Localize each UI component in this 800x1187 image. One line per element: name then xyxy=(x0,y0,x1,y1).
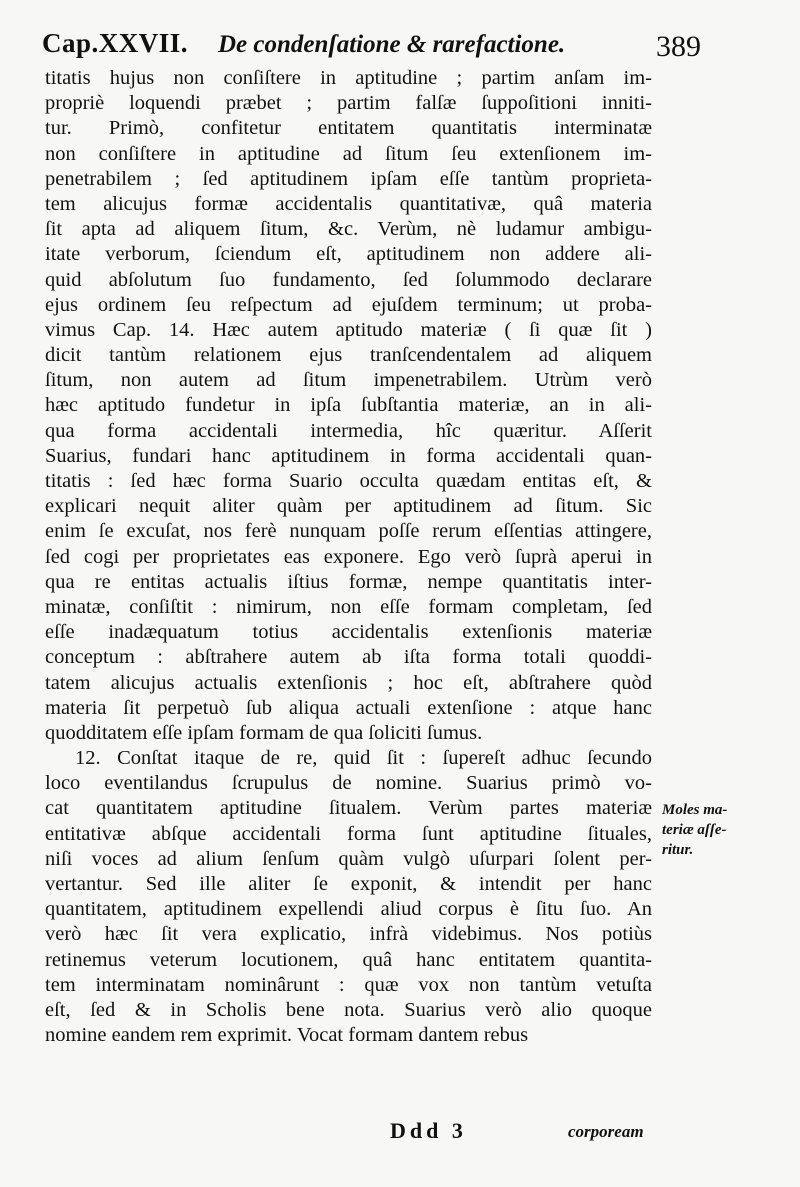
text-line: materia ſit perpetuò ſub aliqua actuali extenſione : atque hanc xyxy=(45,696,652,719)
text-line: minatæ, conſiſtit : nimirum, non eſſe formam completam, ſed xyxy=(45,595,652,618)
text-line: ſit apta ad aliquem ſitum, &c. Verùm, nè ludamur ambigu- xyxy=(45,218,652,241)
text-line: tur. Primò, confitetur entitatem quantitatis interminatæ xyxy=(45,117,652,140)
text-line: tem alicujus formæ accidentalis quantitativæ, quâ materia xyxy=(45,192,652,215)
body-text xyxy=(45,66,652,1048)
text-line: verò hæc ſit vera explicatio, infrà videbimus. Nos potiùs xyxy=(45,923,652,946)
margin-note xyxy=(662,800,758,860)
text-line: enim ſe excuſat, nos ferè nunquam poſſe rerum eſſentias attingere, xyxy=(45,520,652,543)
running-title: De condenſatione & rarefactione. xyxy=(218,31,566,58)
text-line: Suarius, fundari hanc aptitudinem in forma accidentali quan- xyxy=(45,444,652,467)
page-number: 389 xyxy=(656,30,701,63)
text-line: ejus ordinem ſeu reſpectum ad ejuſdem terminum; ut proba- xyxy=(45,293,652,316)
text-line: nomine eandem rem exprimit. Vocat formam dantem rebus xyxy=(45,1024,529,1047)
text-line: penetrabilem ; ſed aptitudinem ipſam eſſe tantùm proprieta- xyxy=(45,167,652,190)
text-line: non conſiſtere in aptitudine ad ſitum ſeu extenſionem im- xyxy=(45,142,652,165)
catchword: corpoream xyxy=(568,1122,644,1141)
text-line: cat quantitatem aptitudine ſitualem. Verùm partes materiæ xyxy=(45,797,652,820)
text-line: titatis hujus non conſiſtere in aptitudine ; partim anſam im- xyxy=(45,67,652,89)
text-line: quantitatem, aptitudinem expellendi aliud corpus è ſitu ſuo. An xyxy=(45,898,652,921)
chapter-heading: Cap.XXVII. xyxy=(42,28,189,58)
text-line: qua re entitas actualis iſtius formæ, nempe quantitatis inter- xyxy=(45,570,652,593)
text-line: loco eventilandus ſcrupulus de nomine. Suarius primò vo- xyxy=(45,772,652,795)
text-line: vimus Cap. 14. Hæc autem aptitudo materiæ ( ſi quæ ſit ) xyxy=(45,318,652,341)
text-line: tatem alicujus actualis extenſionis ; hoc eſt, abſtrahere quòd xyxy=(45,671,652,694)
text-line: niſi voces ad alium ſenſum quàm vulgò uſurpari ſolent per- xyxy=(45,847,652,870)
text-line: propriè loquendi præbet ; partim falſæ ſuppoſitioni inniti- xyxy=(45,92,652,115)
text-line: itate verborum, ſciendum eſt, aptitudinem non addere ali- xyxy=(45,243,652,266)
margin-note-line: teriæ aſſe- xyxy=(662,822,727,838)
text-line: 12. Conſtat itaque de re, quid ſit : ſupereſt adhuc ſecundo xyxy=(75,747,652,770)
running-header xyxy=(42,26,742,66)
text-line: quid abſolutum ſuo fundamento, ſed ſolummodo declarare xyxy=(45,268,652,291)
text-line: qua forma accidentali intermedia, hîc quæritur. Aſſerit xyxy=(45,419,652,442)
text-line: vertantur. Sed ille aliter ſe exponit, & intendit per hanc xyxy=(45,873,652,895)
signature-mark: Ddd 3 xyxy=(390,1118,467,1143)
text-line: dicit tantùm relationem ejus tranſcendentalem ad aliquem xyxy=(45,344,652,367)
text-line: conceptum : abſtrahere autem ab iſta forma totali quoddi- xyxy=(45,646,652,669)
text-line: eſt, ſed & in Scholis bene nota. Suarius verò alio quoque xyxy=(45,998,652,1021)
margin-note-line: Moles ma- xyxy=(662,802,728,818)
text-line: tem interminatam nominârunt : quæ vox non tantùm vetuſta xyxy=(45,973,652,996)
text-line: entitativæ abſque accidentali forma ſunt aptitudine ſituales, xyxy=(45,822,652,845)
text-line: hæc aptitudo fundetur in ipſa ſubſtantia materiæ, an in ali- xyxy=(45,394,652,417)
text-line: ſitum, non autem ad ſitum impenetrabilem. Utrùm verò xyxy=(45,369,652,392)
text-line: explicari nequit aliter quàm per aptitudinem ad ſitum. Sic xyxy=(45,495,652,518)
text-line: ſed cogi per proprietates eas exponere. Ego verò ſuprà aperui in xyxy=(45,545,652,568)
text-line: retinemus veterum locutionem, quâ hanc entitatem quantita- xyxy=(45,948,652,971)
text-line: eſſe inadæquatum totius accidentalis extenſionis materiæ xyxy=(45,621,652,644)
text-line: titatis : ſed hæc forma Suario occulta quædam entitas eſt, & xyxy=(45,470,652,492)
text-line: quodditatem eſſe ipſam formam de qua ſoliciti ſumus. xyxy=(45,721,483,744)
margin-note-line: ritur. xyxy=(662,842,694,858)
